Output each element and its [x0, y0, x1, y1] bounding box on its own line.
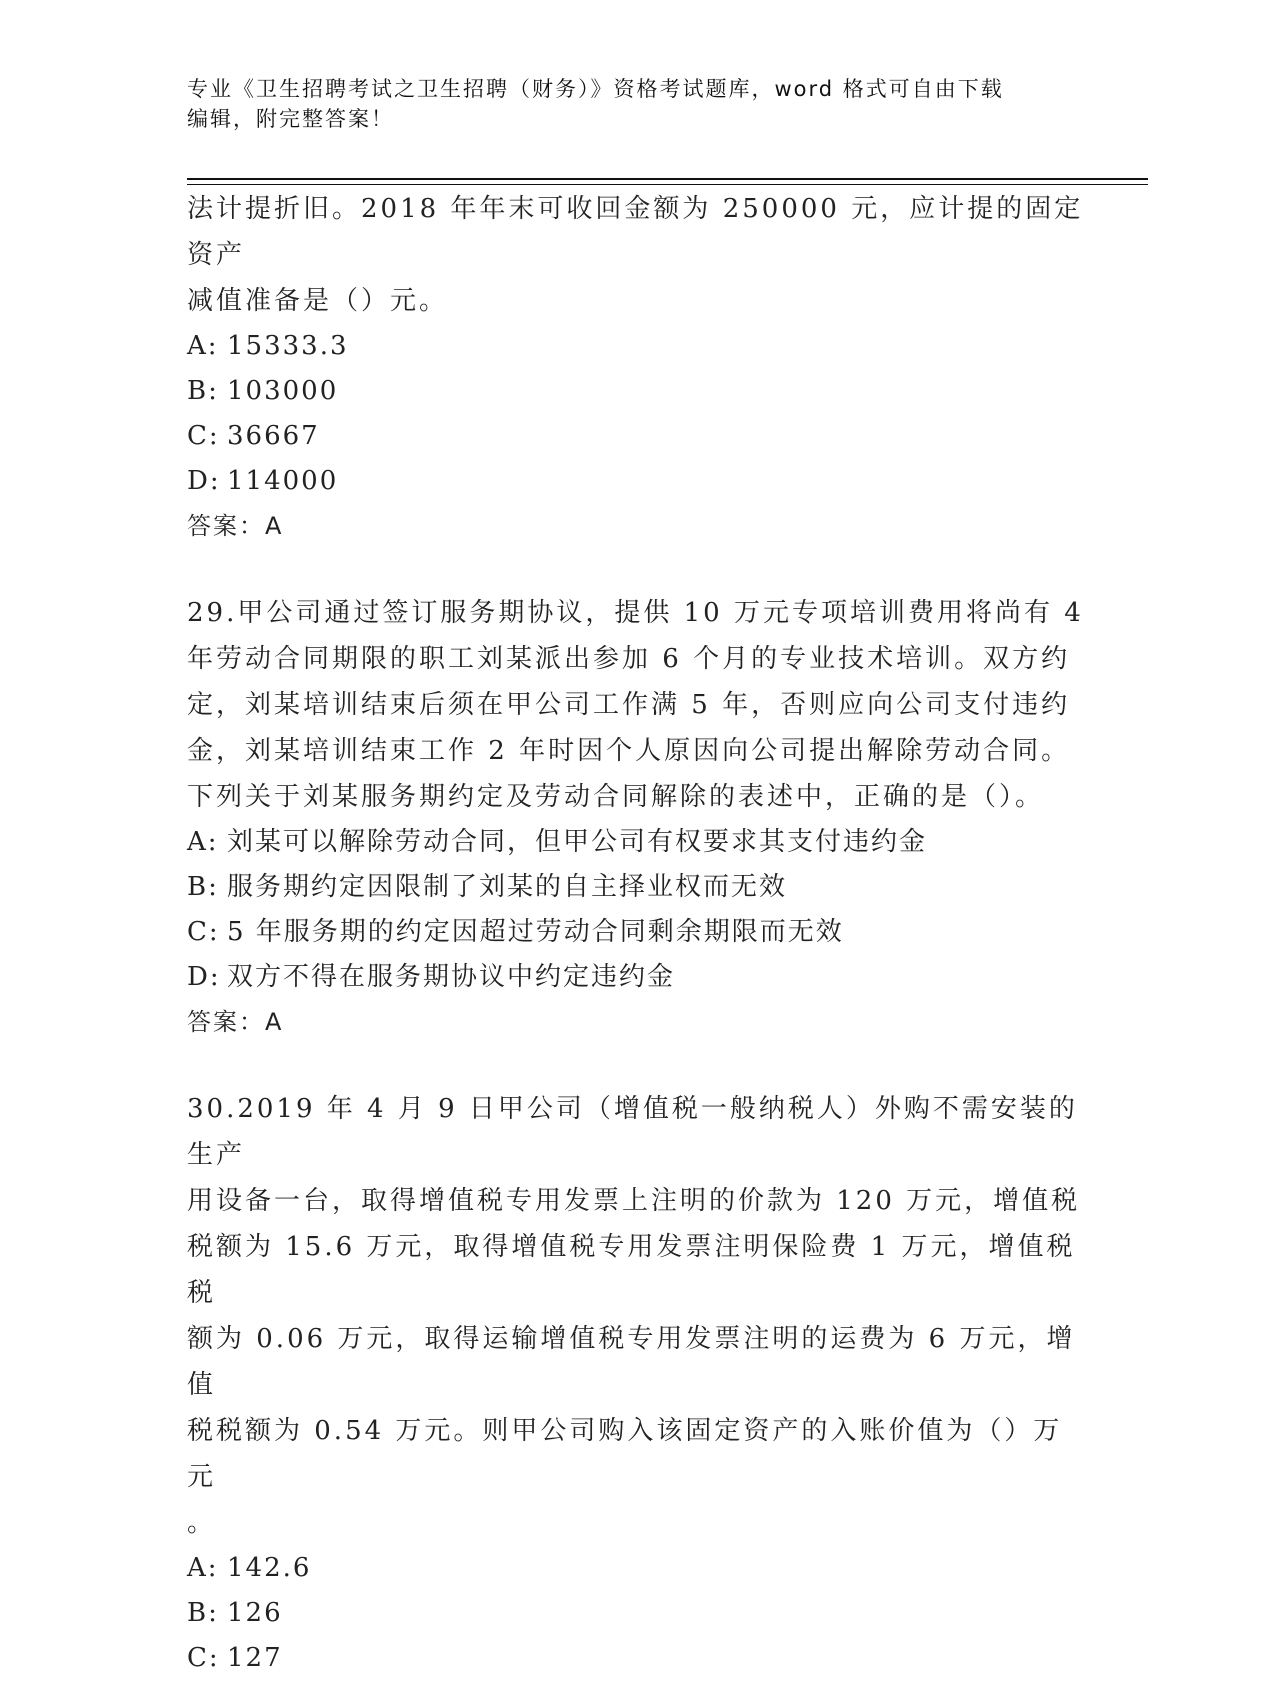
option-text: 服务期约定因限制了刘某的自主择业权而无效 [227, 872, 788, 902]
option-text: 103000 [227, 376, 339, 406]
option-b [187, 369, 1087, 414]
option-text: 36667 [227, 421, 320, 451]
stem-line: 减值准备是（）元。 [187, 286, 449, 316]
option-text: 5 年服务期的约定因超过劳动合同剩余期限而无效 [227, 917, 844, 947]
option-a [187, 324, 1087, 369]
option-b [187, 865, 1087, 910]
stem-line: 金，刘某培训结束工作 2 年时因个人原因向公司提出解除劳动合同。 [187, 736, 1071, 766]
answer: 答案：A [187, 512, 284, 540]
option-letter: A: [187, 827, 219, 857]
option-text: 114000 [227, 466, 339, 496]
option-letter: A: [187, 1553, 219, 1583]
option-c [187, 910, 1087, 955]
stem-line: 年劳动合同期限的职工刘某派出参加 6 个月的专业技术培训。双方约 [187, 644, 1071, 674]
option-a [187, 1546, 1087, 1591]
option-text: 142.6 [227, 1553, 312, 1583]
option-text: 双方不得在服务期协议中约定违约金 [227, 962, 676, 992]
option-letter: C: [187, 421, 220, 451]
stem-line: 30.2019 年 4 月 9 日甲公司（增值税一般纳税人）外购不需安装的生产 [187, 1094, 1078, 1170]
option-text: 127 [227, 1643, 283, 1673]
question-29 [187, 590, 1087, 1044]
header-rule-thin [187, 184, 1148, 185]
document-body [187, 186, 1087, 1681]
stem-line: 法计提折旧。2018 年年末可收回金额为 250000 元，应计提的固定资产 [187, 194, 1084, 270]
question-28 [187, 186, 1087, 548]
option-letter: B: [187, 872, 219, 902]
option-text: 刘某可以解除劳动合同，但甲公司有权要求其支付违约金 [227, 827, 928, 857]
header-rule-thick [187, 178, 1148, 180]
stem-line: 税税额为 0.54 万元。则甲公司购入该固定资产的入账价值为（）万元 [187, 1416, 1063, 1492]
option-a [187, 820, 1087, 865]
stem-line: 额为 0.06 万元，取得运输增值税专用发票注明的运费为 6 万元，增值 [187, 1324, 1076, 1400]
option-letter: B: [187, 376, 219, 406]
stem-line: 下列关于刘某服务期约定及劳动合同解除的表述中，正确的是（）。 [187, 782, 1045, 812]
option-letter: D: [187, 962, 221, 992]
option-c [187, 414, 1087, 459]
question-30 [187, 1086, 1087, 1681]
question-29-stem [187, 590, 1087, 820]
option-letter: B: [187, 1598, 219, 1628]
question-28-stem [187, 186, 1087, 324]
option-d [187, 459, 1087, 504]
stem-line: 。 [187, 1508, 217, 1538]
question-30-stem [187, 1086, 1087, 1546]
option-text: 15333.3 [227, 331, 349, 361]
answer: 答案：A [187, 1008, 284, 1036]
stem-line: 29.甲公司通过签订服务期协议，提供 10 万元专项培训费用将尚有 4 [187, 598, 1084, 628]
stem-line: 用设备一台，取得增值税专用发票上注明的价款为 120 万元，增值税 [187, 1186, 1081, 1216]
stem-line: 定，刘某培训结束后须在甲公司工作满 5 年，否则应向公司支付违约 [187, 690, 1071, 720]
option-letter: C: [187, 1643, 220, 1673]
header-line-1: 专业《卫生招聘考试之卫生招聘（财务）》资格考试题库，word 格式可自由下载 [187, 77, 1004, 101]
option-letter: A: [187, 331, 219, 361]
option-letter: C: [187, 917, 220, 947]
header-line-2: 编辑，附完整答案！ [187, 107, 394, 131]
stem-line: 税额为 15.6 万元，取得增值税专用发票注明保险费 1 万元，增值税税 [187, 1232, 1076, 1308]
option-letter: D: [187, 466, 221, 496]
option-d [187, 955, 1087, 1000]
option-b [187, 1591, 1087, 1636]
option-text: 126 [227, 1598, 283, 1628]
option-c [187, 1636, 1087, 1681]
document-header [187, 74, 1067, 134]
